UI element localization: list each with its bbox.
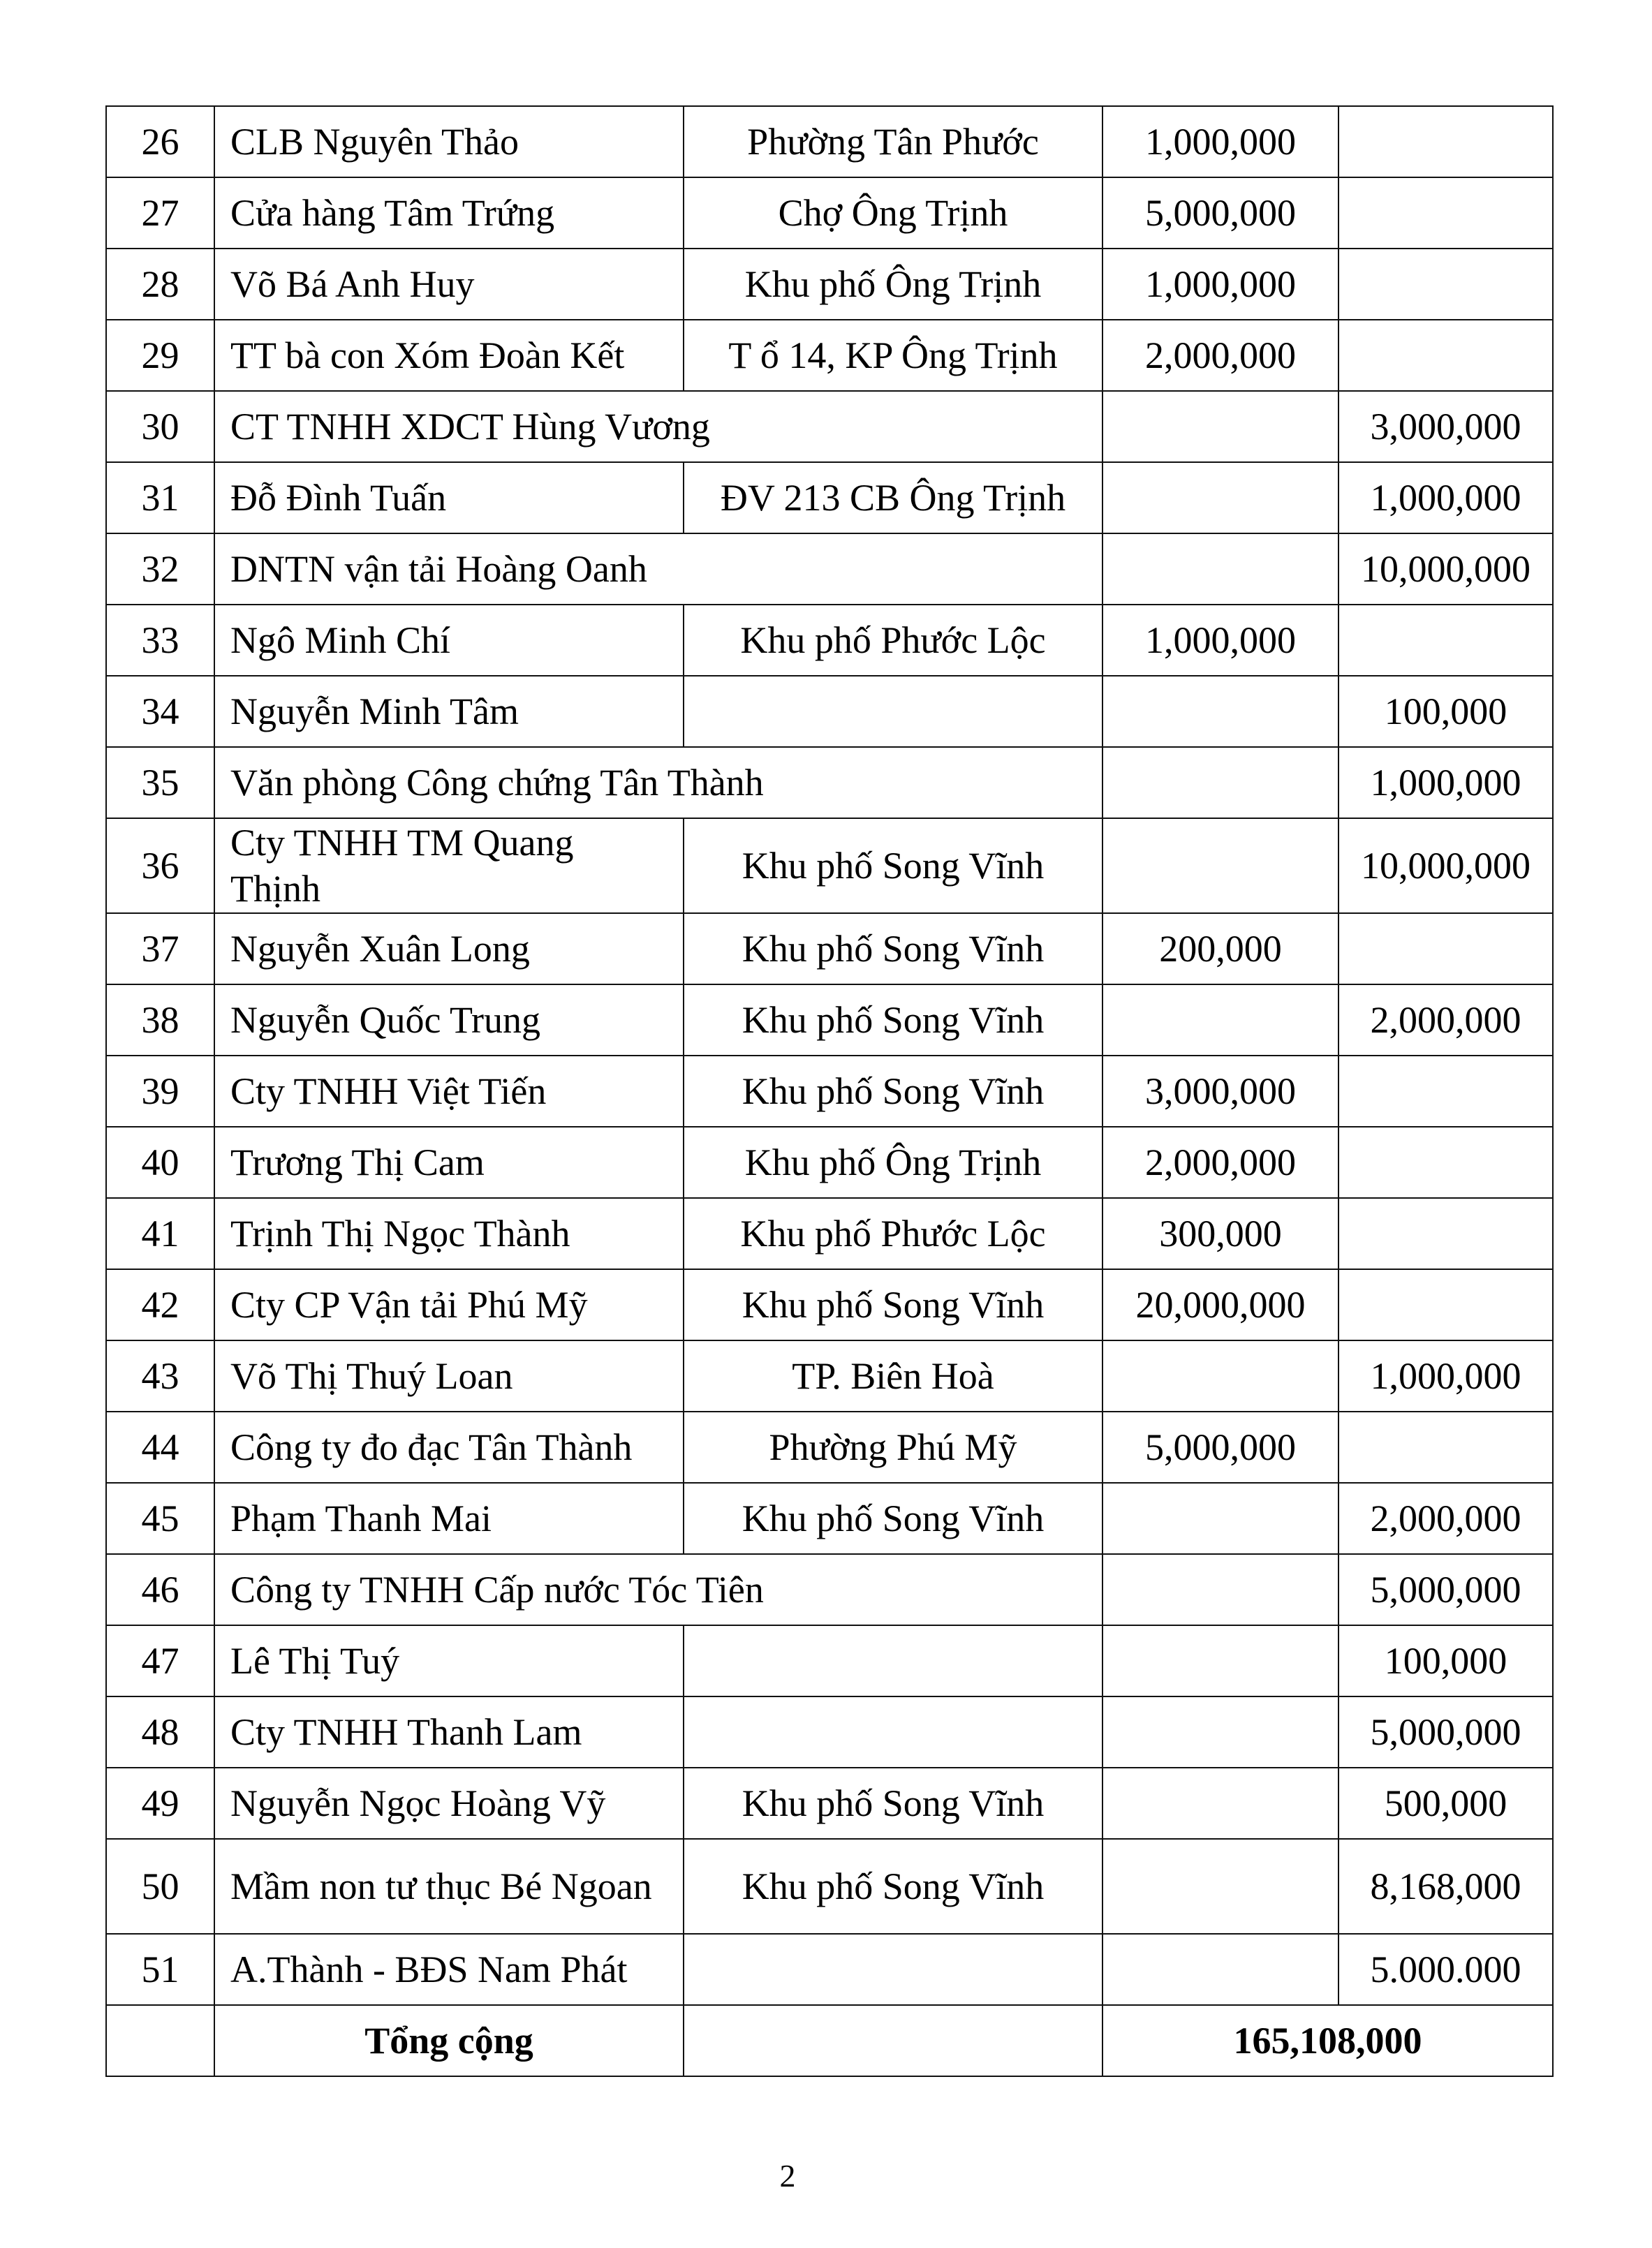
amount-column-5: 1,000,000 <box>1338 462 1553 533</box>
table-row <box>106 818 1553 913</box>
donor-name: TT bà con Xóm Đoàn Kết <box>214 320 684 391</box>
amount-column-5: 500,000 <box>1338 1768 1553 1839</box>
table-row <box>106 391 1553 462</box>
table-row <box>106 747 1553 818</box>
table-row <box>106 1269 1553 1340</box>
amount-column-4: 1,000,000 <box>1102 605 1338 676</box>
amount-column-4 <box>1102 1934 1338 2005</box>
donor-name: Công ty TNHH Cấp nước Tóc Tiên <box>214 1554 1102 1625</box>
amount-column-4: 20,000,000 <box>1102 1269 1338 1340</box>
row-number: 38 <box>106 984 214 1056</box>
amount-column-5: 10,000,000 <box>1338 533 1553 605</box>
row-number: 39 <box>106 1056 214 1127</box>
amount-column-4: 2,000,000 <box>1102 320 1338 391</box>
amount-column-4: 5,000,000 <box>1102 177 1338 249</box>
donor-address <box>684 1696 1102 1768</box>
amount-column-5 <box>1338 1127 1553 1198</box>
amount-column-5: 2,000,000 <box>1338 1483 1553 1554</box>
donor-address <box>684 1934 1102 2005</box>
amount-column-5 <box>1338 1198 1553 1269</box>
row-number: 34 <box>106 676 214 747</box>
row-number: 30 <box>106 391 214 462</box>
donor-name: Võ Thị Thuý Loan <box>214 1340 684 1412</box>
row-number: 31 <box>106 462 214 533</box>
donor-address: Khu phố Phước Lộc <box>684 605 1102 676</box>
amount-column-5: 5,000,000 <box>1338 1696 1553 1768</box>
amount-column-5: 1,000,000 <box>1338 1340 1553 1412</box>
row-number: 47 <box>106 1625 214 1696</box>
donor-name: Văn phòng Công chứng Tân Thành <box>214 747 1102 818</box>
donor-address: Phường Tân Phước <box>684 106 1102 177</box>
amount-column-4 <box>1102 984 1338 1056</box>
row-number: 50 <box>106 1839 214 1934</box>
amount-column-4 <box>1102 533 1338 605</box>
table-row <box>106 605 1553 676</box>
row-number: 46 <box>106 1554 214 1625</box>
donor-address: TP. Biên Hoà <box>684 1340 1102 1412</box>
table-row <box>106 1412 1553 1483</box>
table-row <box>106 1483 1553 1554</box>
table-row <box>106 177 1553 249</box>
donor-name: Mầm non tư thục Bé Ngoan <box>214 1839 684 1934</box>
total-stt-cell <box>106 2005 214 2076</box>
amount-column-4: 1,000,000 <box>1102 106 1338 177</box>
amount-column-4 <box>1102 1554 1338 1625</box>
table-row <box>106 1127 1553 1198</box>
row-number: 49 <box>106 1768 214 1839</box>
donor-address: Khu phố Song Vĩnh <box>684 1056 1102 1127</box>
amount-column-4 <box>1102 1340 1338 1412</box>
donor-address: Khu phố Phước Lộc <box>684 1198 1102 1269</box>
table-row <box>106 1768 1553 1839</box>
table-row <box>106 1340 1553 1412</box>
table-row <box>106 1934 1553 2005</box>
donor-address: ĐV 213 CB Ông Trịnh <box>684 462 1102 533</box>
donor-name: Nguyễn Ngọc Hoàng Vỹ <box>214 1768 684 1839</box>
donor-address: Khu phố Song Vĩnh <box>684 1483 1102 1554</box>
total-row <box>106 2005 1553 2076</box>
donor-address: Khu phố Song Vĩnh <box>684 1839 1102 1934</box>
row-number: 42 <box>106 1269 214 1340</box>
table-row <box>106 1056 1553 1127</box>
donor-name: Nguyễn Quốc Trung <box>214 984 684 1056</box>
amount-column-4: 2,000,000 <box>1102 1127 1338 1198</box>
donation-table <box>105 105 1554 2077</box>
donor-address: Khu phố Song Vĩnh <box>684 1269 1102 1340</box>
table-row <box>106 249 1553 320</box>
amount-column-4 <box>1102 818 1338 913</box>
table-row <box>106 1625 1553 1696</box>
amount-column-5 <box>1338 605 1553 676</box>
amount-column-5: 2,000,000 <box>1338 984 1553 1056</box>
row-number: 45 <box>106 1483 214 1554</box>
amount-column-4: 200,000 <box>1102 913 1338 984</box>
donor-name: Lê Thị Tuý <box>214 1625 684 1696</box>
donor-name: Nguyễn Minh Tâm <box>214 676 684 747</box>
table-row <box>106 1198 1553 1269</box>
donor-name: Trịnh Thị Ngọc Thành <box>214 1198 684 1269</box>
amount-column-5: 100,000 <box>1338 676 1553 747</box>
donor-address: Phường Phú Mỹ <box>684 1412 1102 1483</box>
donor-name: CLB Nguyên Thảo <box>214 106 684 177</box>
amount-column-4 <box>1102 1839 1338 1934</box>
total-blank-cell <box>684 2005 1102 2076</box>
amount-column-4 <box>1102 1625 1338 1696</box>
table-row <box>106 320 1553 391</box>
row-number: 40 <box>106 1127 214 1198</box>
donor-name: Cửa hàng Tâm Trứng <box>214 177 684 249</box>
donor-name: Cty TNHH Việt Tiến <box>214 1056 684 1127</box>
table-row <box>106 984 1553 1056</box>
amount-column-5: 1,000,000 <box>1338 747 1553 818</box>
amount-column-5 <box>1338 1412 1553 1483</box>
row-number: 37 <box>106 913 214 984</box>
donor-address: Chợ Ông Trịnh <box>684 177 1102 249</box>
amount-column-4 <box>1102 1768 1338 1839</box>
row-number: 28 <box>106 249 214 320</box>
row-number: 48 <box>106 1696 214 1768</box>
donor-address: Khu phố Song Vĩnh <box>684 913 1102 984</box>
donor-address <box>684 1625 1102 1696</box>
donor-name: Phạm Thanh Mai <box>214 1483 684 1554</box>
total-value: 165,108,000 <box>1102 2005 1553 2076</box>
total-label: Tổng cộng <box>214 2005 684 2076</box>
row-number: 51 <box>106 1934 214 2005</box>
table-row <box>106 1696 1553 1768</box>
row-number: 44 <box>106 1412 214 1483</box>
amount-column-5 <box>1338 1056 1553 1127</box>
donor-address: Khu phố Song Vĩnh <box>684 818 1102 913</box>
row-number: 29 <box>106 320 214 391</box>
amount-column-5: 3,000,000 <box>1338 391 1553 462</box>
donor-name: Cty CP Vận tải Phú Mỹ <box>214 1269 684 1340</box>
amount-column-5: 100,000 <box>1338 1625 1553 1696</box>
amount-column-4 <box>1102 1483 1338 1554</box>
amount-column-5 <box>1338 177 1553 249</box>
amount-column-5 <box>1338 249 1553 320</box>
donor-name: Trương Thị Cam <box>214 1127 684 1198</box>
amount-column-4 <box>1102 747 1338 818</box>
row-number: 33 <box>106 605 214 676</box>
donor-name: CT TNHH XDCT Hùng Vương <box>214 391 1102 462</box>
amount-column-5: 5.000.000 <box>1338 1934 1553 2005</box>
row-number: 36 <box>106 818 214 913</box>
row-number: 35 <box>106 747 214 818</box>
amount-column-4 <box>1102 462 1338 533</box>
amount-column-5: 5,000,000 <box>1338 1554 1553 1625</box>
table-row <box>106 462 1553 533</box>
amount-column-5 <box>1338 106 1553 177</box>
donor-address: Khu phố Ông Trịnh <box>684 249 1102 320</box>
donor-name: Cty TNHH Thanh Lam <box>214 1696 684 1768</box>
amount-column-4 <box>1102 391 1338 462</box>
amount-column-5 <box>1338 913 1553 984</box>
donor-name: Cty TNHH TM Quang Thịnh <box>214 818 684 913</box>
amount-column-4: 300,000 <box>1102 1198 1338 1269</box>
amount-column-4: 1,000,000 <box>1102 249 1338 320</box>
table-row <box>106 533 1553 605</box>
donor-name: Nguyễn Xuân Long <box>214 913 684 984</box>
row-number: 26 <box>106 106 214 177</box>
donor-address: T ổ 14, KP Ông Trịnh <box>684 320 1102 391</box>
amount-column-4 <box>1102 1696 1338 1768</box>
donor-address: Khu phố Song Vĩnh <box>684 1768 1102 1839</box>
table-row <box>106 106 1553 177</box>
donor-name: A.Thành - BĐS Nam Phát <box>214 1934 684 2005</box>
donor-address: Khu phố Ông Trịnh <box>684 1127 1102 1198</box>
amount-column-4 <box>1102 676 1338 747</box>
donor-address: Khu phố Song Vĩnh <box>684 984 1102 1056</box>
donor-name: Võ Bá Anh Huy <box>214 249 684 320</box>
amount-column-5: 8,168,000 <box>1338 1839 1553 1934</box>
table-row <box>106 676 1553 747</box>
amount-column-4: 5,000,000 <box>1102 1412 1338 1483</box>
amount-column-5: 10,000,000 <box>1338 818 1553 913</box>
donor-name: Đỗ Đình Tuấn <box>214 462 684 533</box>
table-row <box>106 1839 1553 1934</box>
table-row <box>106 1554 1553 1625</box>
amount-column-5 <box>1338 1269 1553 1340</box>
donation-table-body <box>106 106 1553 2005</box>
amount-column-5 <box>1338 320 1553 391</box>
page-number: 2 <box>779 2158 796 2194</box>
row-number: 27 <box>106 177 214 249</box>
row-number: 43 <box>106 1340 214 1412</box>
donor-name: Ngô Minh Chí <box>214 605 684 676</box>
row-number: 32 <box>106 533 214 605</box>
amount-column-4: 3,000,000 <box>1102 1056 1338 1127</box>
donor-address <box>684 676 1102 747</box>
donor-name: Công ty đo đạc Tân Thành <box>214 1412 684 1483</box>
row-number: 41 <box>106 1198 214 1269</box>
table-row <box>106 913 1553 984</box>
donor-name: DNTN vận tải Hoàng Oanh <box>214 533 1102 605</box>
